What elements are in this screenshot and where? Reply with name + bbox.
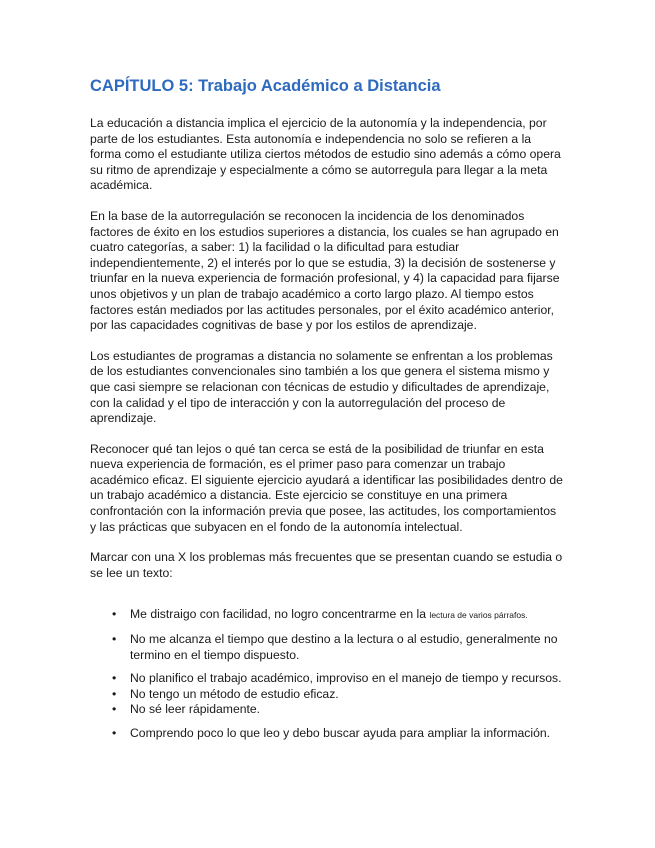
- list-item: • No tengo un método de estudio eficaz.: [112, 687, 563, 703]
- list-item: [112, 607, 563, 624]
- list-item-small-text: lectura de varios párrafos.: [429, 610, 528, 621]
- paragraph-exercise-intro: Reconocer qué tan lejos o qué tan cerca se está de la posibilidad de triunfar en esta nueva experiencia de formación, es el primer paso para comenzar un trabajo académico eficaz. El siguiente ejercicio ayudará a identificar las posibilidades dentro de un trabajo académico a distancia. Este ejercicio se constituye en una primera confrontación con la información previa que posee, las actitudes, los comportamientos y las prácticas que subyacen en el fondo de la autonomía intelectual.: [90, 441, 563, 534]
- list-item: • Comprendo poco lo que leo y debo buscar ayuda para ampliar la información.: [112, 726, 563, 742]
- exercise-instruction: Marcar con una X los problemas más frecuentes que se presentan cuando se estudia o se lee un texto:: [90, 550, 563, 580]
- list-item: • No planifico el trabajo académico, improviso en el manejo de tiempo y recursos.: [112, 671, 563, 687]
- paragraph-success-factors: En la base de la autorregulación se reconocen la incidencia de los denominados factores de éxito en los estudios superiores a distancia, los cuales se han agrupado en cuatro categorías, a saber: 1) la facilidad o la dificultad para estudiar independientemente, 2) el interés por lo que se estudia, 3) la decisión de sostenerse y triunfar en la nueva experiencia de formación profesional, y 4) la capacidad para fijarse unos objetivos y un plan de trabajo académico a corto largo plazo. Al tiempo estos factores están mediados por las actitudes personales, por el éxito académico anterior, por las capacidades cognitivas de base y por los estilos de aprendizaje.: [90, 208, 560, 333]
- list-item: • No sé leer rápidamente.: [112, 702, 563, 718]
- paragraph-distance-students: Los estudiantes de programas a distancia no solamente se enfrentan a los problemas de los estudiantes convencionales sino también a los que genera el sistema mismo y que casi siempre se relacionan con técnicas de estudio y dificultades de aprendizaje, con la calidad y el tipo de interacción y con la autorregulación del proceso de aprendizaje.: [90, 348, 553, 426]
- chapter-title: CAPÍTULO 5: Trabajo Académico a Distancia: [90, 77, 441, 95]
- list-item: • No me alcanza el tiempo que destino a la lectura o al estudio, generalmente no termino en el tiempo dispuesto.: [112, 632, 563, 663]
- paragraph-autonomy: La educación a distancia implica el ejercicio de la autonomía y la independencia, por parte de los estudiantes. Esta autonomía e independencia no solo se refieren a la forma como el estudiante utiliza ciertos métodos de estudio sino además a cómo opera su ritmo de aprendizaje y especialmente a cómo se autorregula para llegar a la meta académica.: [90, 116, 561, 193]
- list-item-text: Me distraigo con facilidad, no logro concentrarme en la: [130, 607, 430, 622]
- problem-list: [90, 607, 563, 741]
